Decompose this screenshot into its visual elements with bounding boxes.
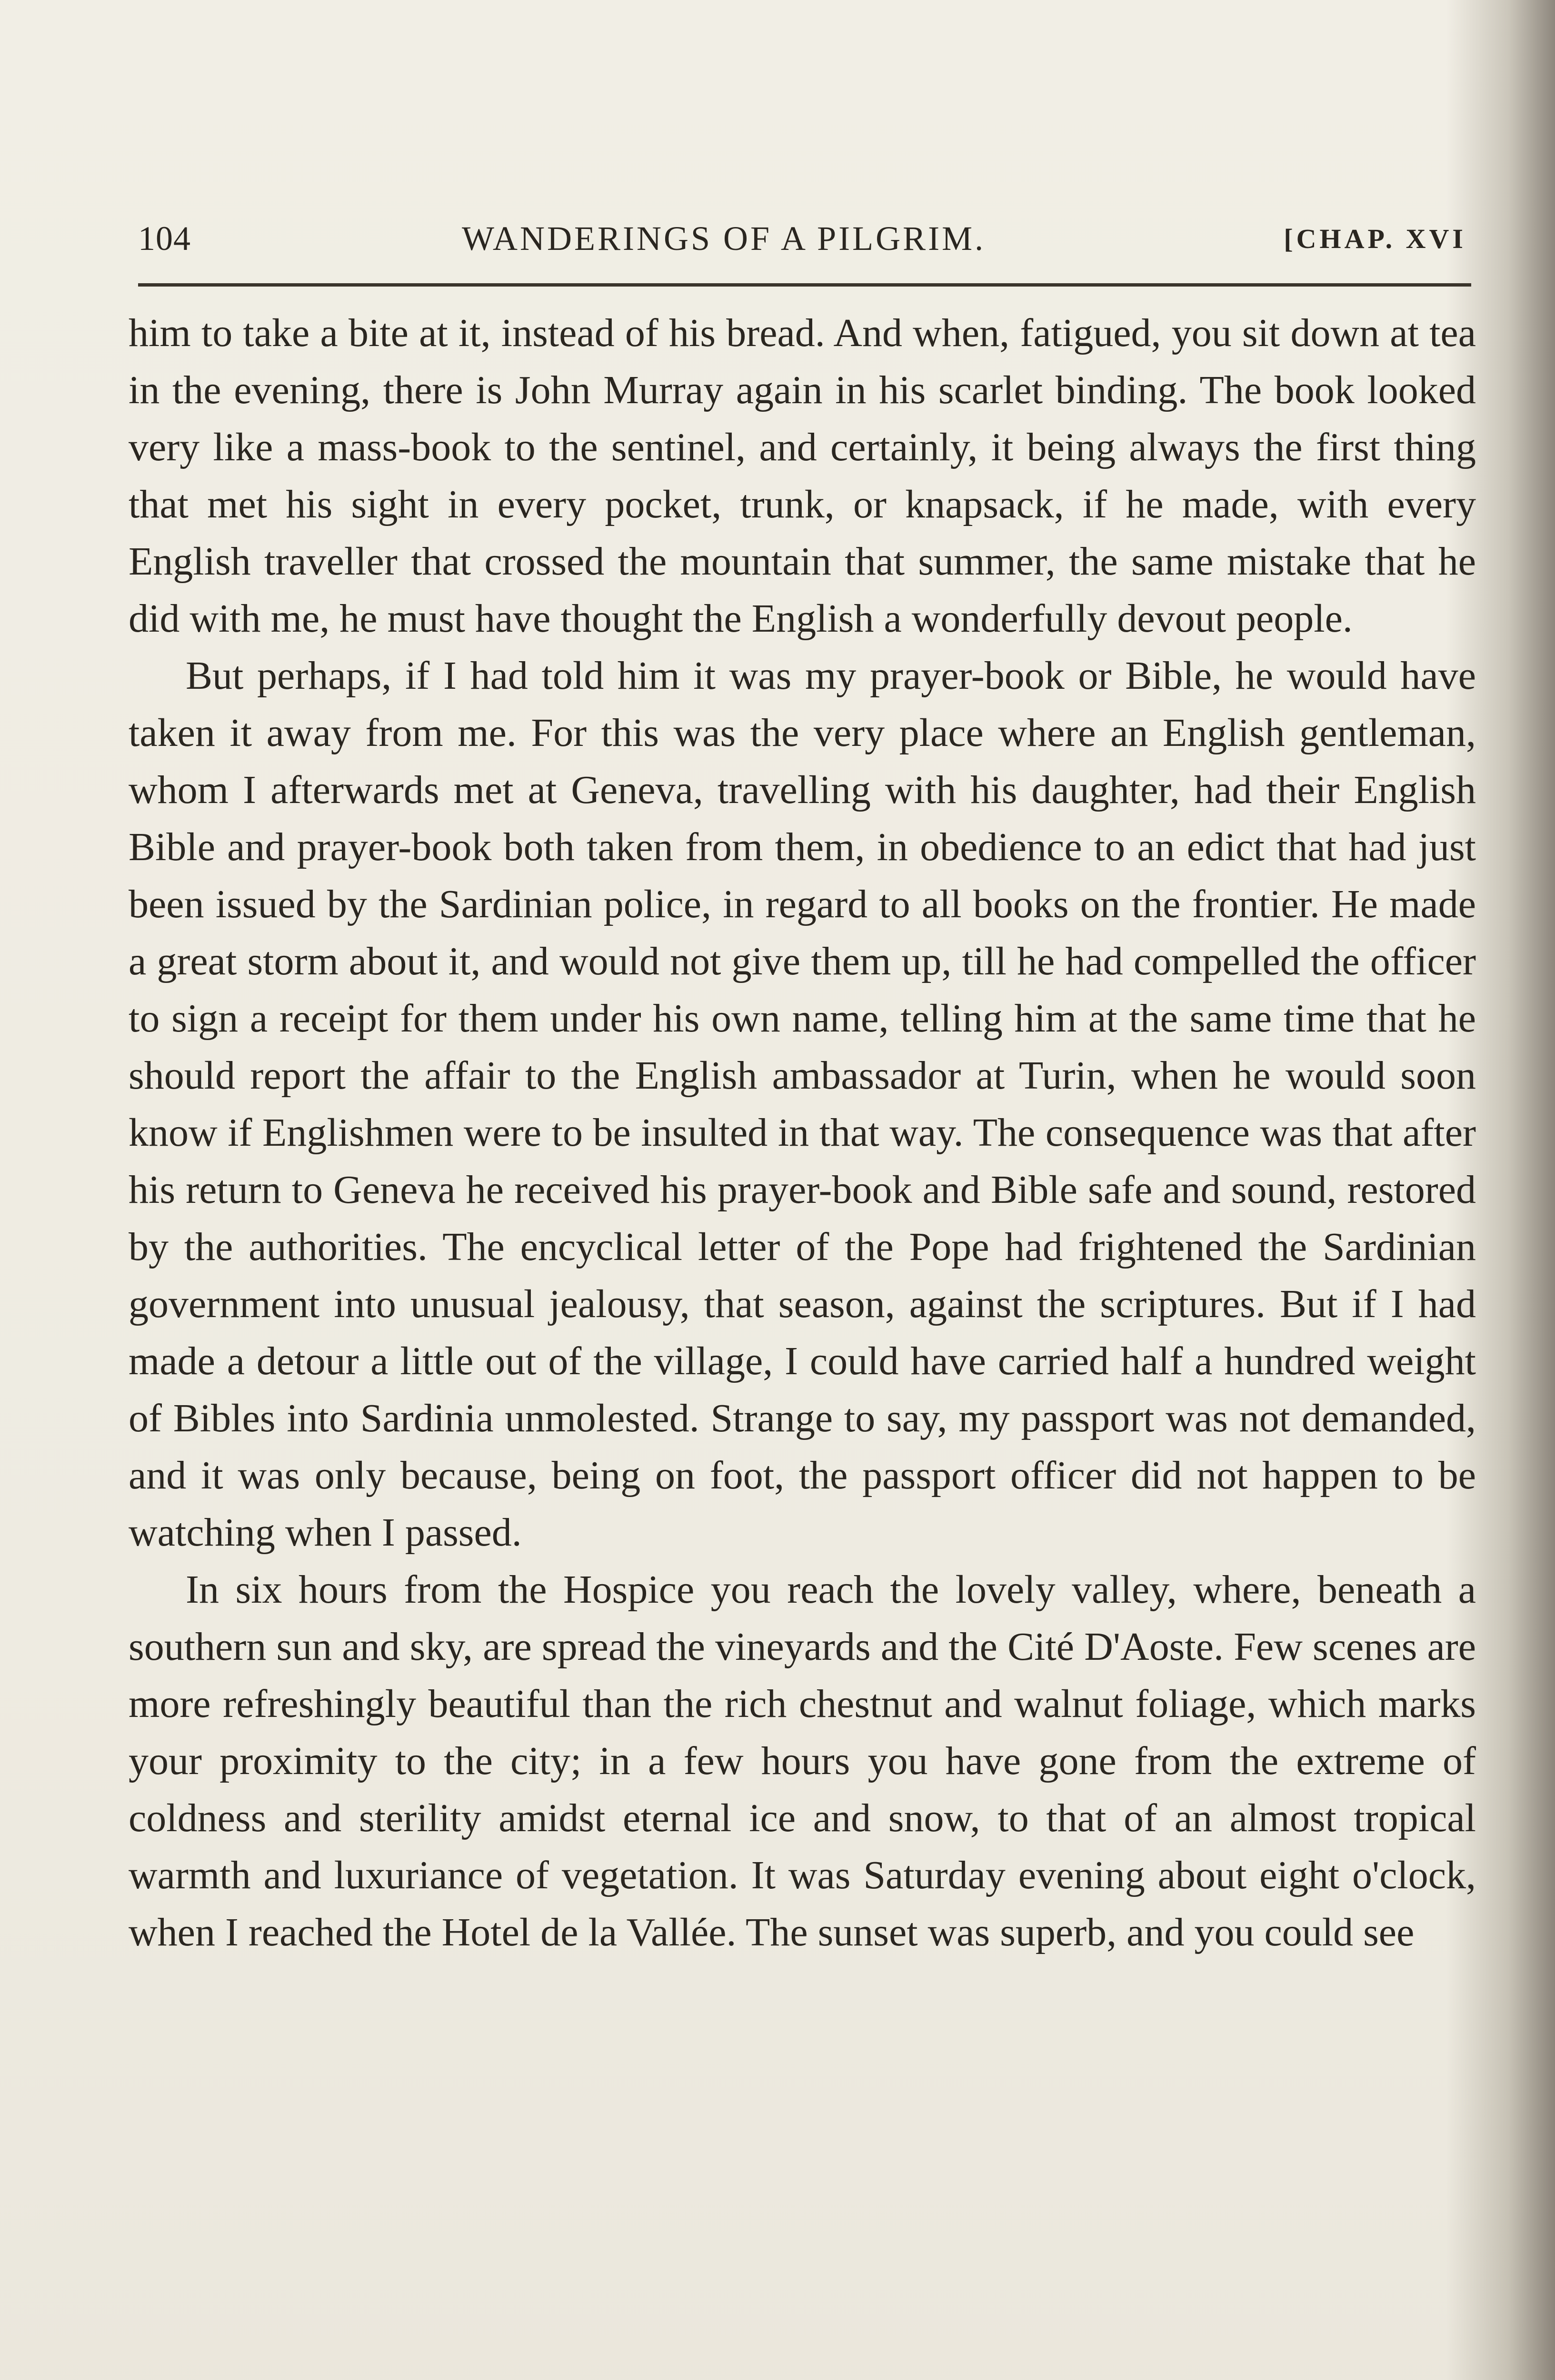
- running-head: [138, 219, 1471, 271]
- body-text: [129, 305, 1476, 1961]
- book-title: WANDERINGS OF A PILGRIM.: [462, 219, 986, 258]
- header-rule: [138, 283, 1471, 287]
- page-number: 104: [138, 219, 191, 258]
- paragraph-continued: him to take a bite at it, instead of his bread. And when, fatigued, you sit down at tea in the evening, there is John Murray again in his scarlet binding. The book looked very like a mass-book to the sentinel, and certainly, it being always the first thing that met his sight in every pocket, trunk, or knapsack, if he made, with every English traveller that crossed the mountain that summer, the same mistake that he did with me, he must have thought the English a wonderfully devout people.: [129, 311, 1476, 641]
- chapter-reference: [CHAP. XVI: [1284, 223, 1466, 254]
- paragraph: But perhaps, if I had told him it was my prayer-book or Bible, he would have taken it away from me. For this was the very place where an English gentleman, whom I afterwards met at Geneva, travelling with his daughter, had their English Bible and prayer-book both taken from them, in obedience to an edict that had just been issued by the Sardinian police, in regard to all books on the frontier. He made a great storm about it, and would not give them up, till he had compelled the officer to sign a receipt for them under his own name, telling him at the same time that he should report the affair to the English ambassador at Turin, when he would soon know if Englishmen were to be insulted in that way. The consequence was that after his return to Geneva he received his prayer-book and Bible safe and sound, restored by the authorities. The encyclical letter of the Pope had frightened the Sardinian government into unusual jealousy, that season, against the scriptures. But if I had made a detour a little out of the village, I could have carried half a hundred weight of Bibles into Sardinia unmolested. Strange to say, my passport was not demanded, and it was only because, being on foot, the passport officer did not happen to be watching when I passed.: [129, 654, 1476, 1555]
- paragraph: In six hours from the Hospice you reach the lovely valley, where, beneath a southern sun and sky, are spread the vineyards and the Cité D'Aoste. Few scenes are more refreshingly beautiful than the rich chestnut and walnut foliage, which marks your proximity to the city; in a few hours you have gone from the extreme of coldness and sterility amidst eternal ice and snow, to that of an almost tropical warmth and luxuriance of vegetation. It was Saturday evening about eight o'clock, when I reached the Hotel de la Vallée. The sunset was superb, and you could see: [129, 1567, 1476, 1954]
